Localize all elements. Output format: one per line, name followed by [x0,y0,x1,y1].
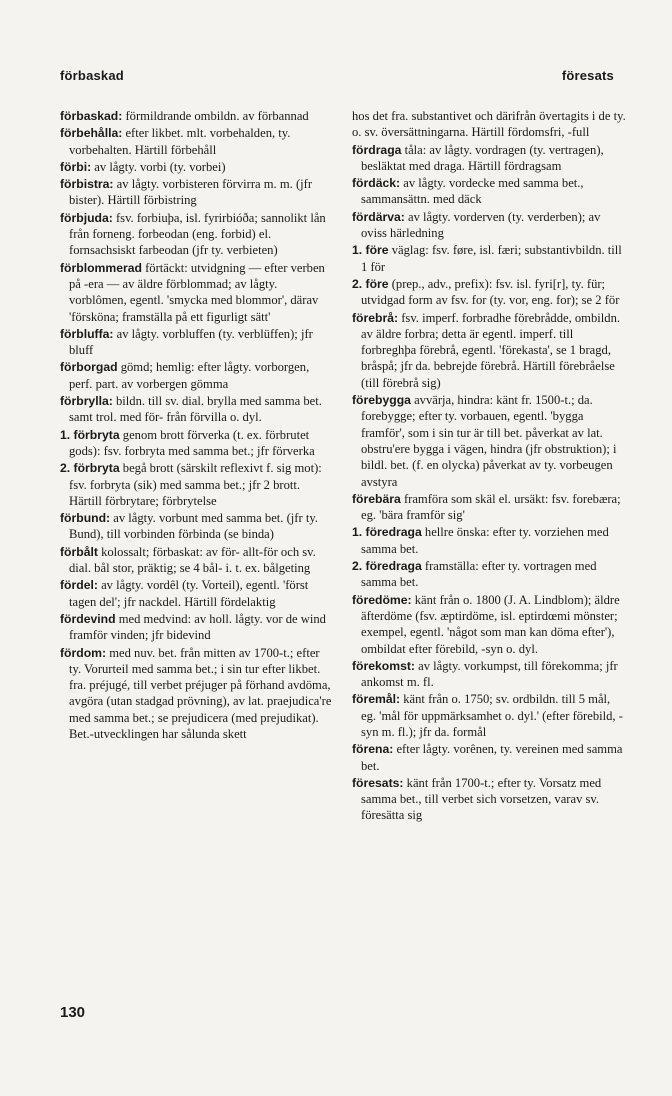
dictionary-entry [60,159,334,175]
dictionary-entry [60,326,334,359]
entry-headword: 2. förbryta [60,461,120,476]
dictionary-entry [60,510,334,543]
entry-definition: känt från 1700-t.; efter ty. Vorsatz med samma bet., till verbet sich vorsetzen, varav sv. föresätta sig [361,775,602,823]
entry-headword: förbund: [60,511,111,526]
running-head [60,68,614,83]
entry-headword: förbaskad: [60,109,123,123]
entry-definition: förmildrande ombildn. av förbannad [125,109,309,123]
entry-definition: framföra som skäl el. ursäkt: fsv. forebæra; eg. 'bära framför sig' [361,491,621,523]
entry-headword: fördraga [352,142,402,157]
entry-headword: förebygga [352,393,411,408]
dictionary-entry [352,658,626,691]
entry-headword: fördel: [60,578,98,593]
dictionary-entry [352,491,626,524]
entry-headword: förbehålla: [60,126,123,141]
dictionary-entry [352,524,626,557]
entry-definition: av lågty. vordecke med samma bet., sammansättn. med däck [361,176,584,207]
dictionary-entry [60,176,334,209]
entry-headword: 2. föredraga [352,559,422,574]
dictionary-entry [60,210,334,259]
entry-definition: kolossalt; förbaskat: av för- allt-för och sv. dial. bål stor, präktig; se 4 bål- i. t. ex. bålgeting [69,544,316,576]
entry-definition: efter lågty. vorênen, ty. vereinen med samma bet. [361,742,623,773]
dictionary-entry [60,393,334,426]
entry-definition: av lågty. vordêl (ty. Vorteil), egentl. 'först tagen del'; jfr nackdel. Härtill fördelaktig [69,578,309,609]
entry-headword: förborgad [60,360,118,375]
dictionary-entry [60,460,334,509]
entry-headword: fördärva: [352,209,405,224]
entry-headword: förena: [352,742,394,757]
entry-definition: (prep., adv., prefix): fsv. isl. fyri[r], ty. für; utvidgad form av fsv. for (ty. vor, eng. for); se 2 för [361,276,620,308]
entry-headword: föremål: [352,692,401,707]
entry-definition: fsv. imperf. forbradhe förebrådde, ombildn. av äldre forbra; detta är egentl. imperf. till forbreghþa förebrå, egentl. 'förekasta', se 1 bragd, bråspå; jfr da. bebrejde förebrå. Härtill förebråelse (till förebrå sig) [361,310,621,390]
dictionary-entry [352,276,626,309]
entry-headword: förbi: [60,159,92,174]
entry-definition: hellre önska: efter ty. vorziehen med samma bet. [361,525,609,556]
entry-definition: begå brott (särskilt reflexivt f. sig mot): fsv. forbryta (sik) med samma bet.; jfr 2 brott. Härtill förbrytare; förbrytelse [69,461,322,508]
entry-headword: förbrylla: [60,394,113,409]
dictionary-entry [352,142,626,175]
columns [60,108,626,1008]
entry-definition: gömd; hemlig: efter lågty. vorborgen, perf. part. av vorbergen gömma [69,360,310,391]
entry-headword: fördevind [60,611,116,626]
entry-definition: av lågty. vorbunt med samma bet. (jfr ty. Bund), till vorbinden förbinda (se binda) [69,511,318,542]
entry-definition: hos det fra. substantivet och därifrån övertagits i de ty. o. sv. översättningarna. Härtill fördomsfri, -full [352,109,626,140]
dictionary-entry [352,741,626,774]
entry-definition: av lågty. vorkumpst, till förekomma; jfr ankomst m. fl. [361,658,618,690]
dictionary-entry [60,427,334,460]
entry-definition: avvärja, hindra: känt fr. 1500-t.; da. forebygge; efter ty. vorbauen, egentl. 'bygga framför', som i sin tur är till bet. påverkat av lat. obstru'ere bygga i vägen, hindra (jfr obstruktion); i bildl. bet. (f. en olycka) påverkat av ty. vorbeugen avstyra [361,393,617,489]
left-column [60,108,334,1008]
entry-headword: 2. före [352,276,389,291]
entry-headword: förbålt [60,544,98,559]
dictionary-entry [352,392,626,490]
dictionary-entry [352,175,626,208]
entry-headword: förbistra: [60,177,114,192]
dictionary-entry [352,242,626,275]
entry-definition: av lågty. vorbi (ty. vorbei) [94,159,226,174]
entry-headword: förebrå: [352,310,399,325]
entry-definition: efter likbet. mlt. vorbehalden, ty. vorbehalten. Härtill förbehåll [69,126,291,157]
entry-headword: fördäck: [352,176,401,191]
entry-headword: förbjuda: [60,210,113,225]
entry-headword: 1. förbryta [60,427,120,442]
entry-definition: framställa: efter ty. vortragen med samma bet. [361,559,597,590]
dictionary-entry [352,209,626,242]
entry-headword: föresats: [352,775,404,790]
dictionary-entry [60,108,334,124]
entry-definition: av lågty. vorbluffen (ty. verblüffen); jfr bluff [69,326,313,358]
running-head-right: föresats [561,68,614,83]
entry-definition: fsv. forbiuþa, isl. fyrirbióða; sannolikt lån från forneng. forbeodan (eng. forbid) el. fornsachsiskt farbeodan (jfr ty. verbieten) [69,210,326,258]
page-number: 130 [60,1004,86,1021]
entry-definition: av lågty. vorbisteren förvirra m. m. (jfr bister). Härtill förbistring [69,177,313,208]
dictionary-entry [352,558,626,591]
dictionary-entry [352,592,626,657]
entry-definition: med medvind: av holl. lågty. vor de wind framför vinden; jfr bidevind [69,611,326,643]
dictionary-entry [60,611,334,644]
entry-headword: 1. före [352,243,389,258]
entry-headword: föredöme: [352,592,412,607]
entry-definition: bildn. till sv. dial. brylla med samma bet. samt trol. med för- från förvilla o. dyl. [69,394,322,425]
entry-headword: förbluffa: [60,326,114,341]
dictionary-entry [352,775,626,824]
dictionary-entry [60,260,334,325]
entry-definition: av lågty. vorderven (ty. verderben); av oviss härledning [361,209,601,241]
running-head-left: förbaskad [60,68,124,83]
entry-definition: känt från o. 1750; sv. ordbildn. till 5 mål, eg. 'mål för uppmärksamhet o. dyl.' (efter förebild, -syn m. fl.); jfr da. formål [361,692,623,739]
right-column [352,108,626,1008]
dictionary-entry [60,359,334,392]
entry-definition: känt från o. 1800 (J. A. Lindblom); äldre äfterdöme (fsv. æptirdöme, isl. eptirdœmi mönster; exempel, egentl. 'något som man kan döma efter'), ombildat efter förebild, -syn o. dyl. [361,592,620,656]
entry-headword: fördom: [60,645,107,660]
dictionary-entry [60,645,334,743]
dictionary-entry [60,577,334,610]
dictionary-entry [60,544,334,577]
dictionary-entry [352,310,626,391]
dictionary-entry [352,108,626,141]
entry-headword: förebära [352,491,401,506]
entry-definition: tåla: av lågty. vordragen (ty. vertragen), besläktat med draga. Härtill fördragsam [361,142,604,173]
entry-headword: förblommerad [60,260,142,275]
entry-definition: genom brott förverka (t. ex. förbrutet gods): fsv. forbryta med samma bet.; jfr förverka [69,427,315,458]
dictionary-entry [60,125,334,158]
entry-definition: väglag: fsv. føre, isl. færi; substantivbildn. till 1 för [361,243,622,274]
entry-headword: 1. föredraga [352,525,422,540]
entry-definition: med nuv. bet. från mitten av 1700-t.; efter ty. Vorurteil med samma bet.; i sin tur efter likbet. fra. préjugé, till verbet préjuger på förhand avdöma, avgöra (utan stadgad prövning), av lat. praejudica're med samma bet.; se prejudicera (med prejudikat). Bet.-utvecklingen har sålunda skett [69,645,332,741]
entry-headword: förekomst: [352,658,415,673]
entry-definition: förtäckt: utvidgning — efter verben på -era — av äldre förblommad; av lågty. vorblômen, egentl. 'smycka med blommor', därav 'försköna; framställa på ett figurligt sätt' [69,260,325,324]
dictionary-entry [352,691,626,740]
